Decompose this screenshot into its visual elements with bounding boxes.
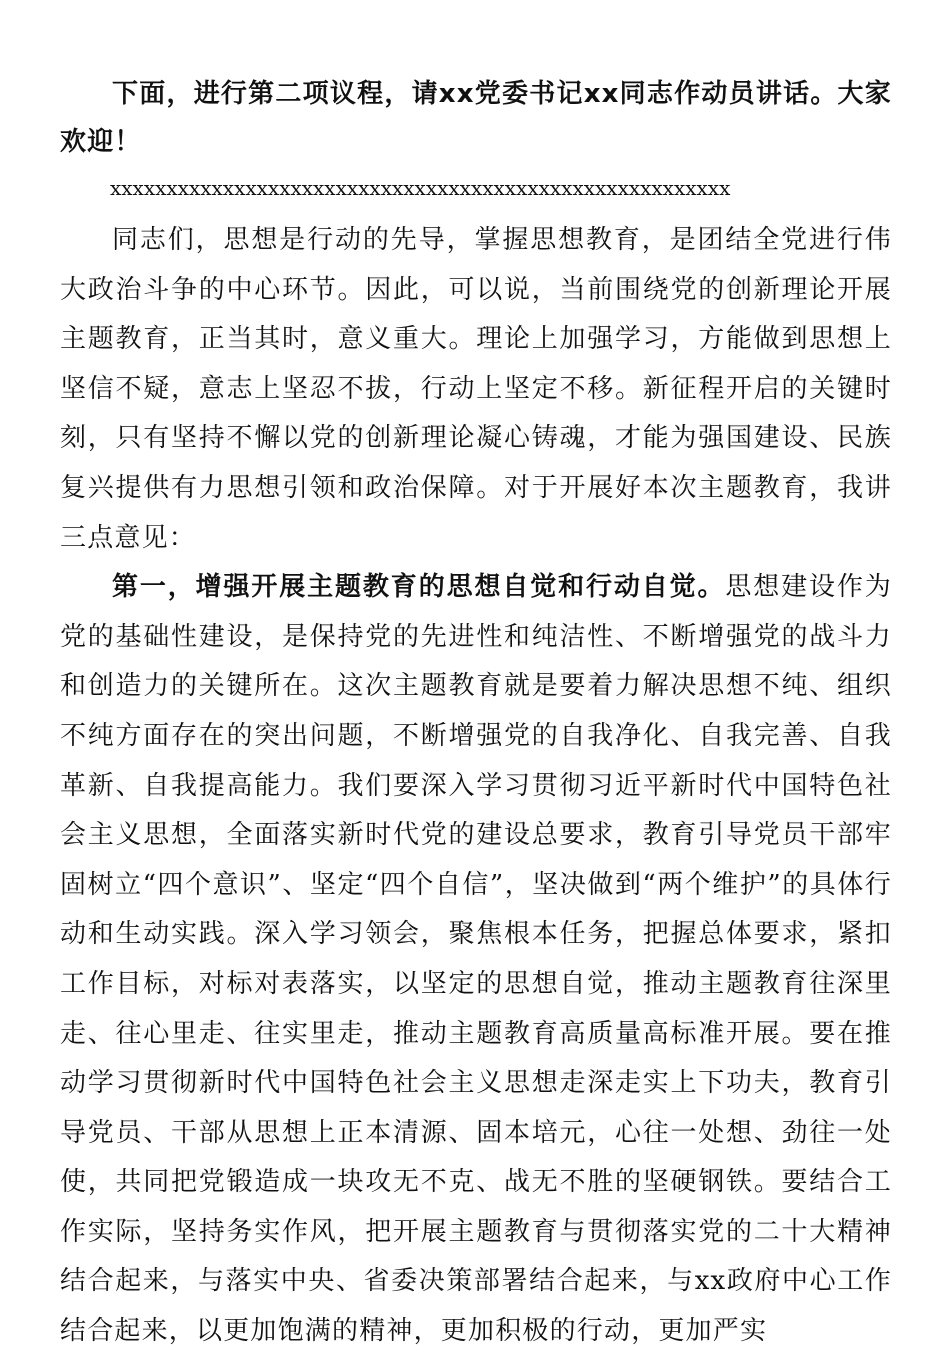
point-one-heading: 第一，增强开展主题教育的思想自觉和行动自觉。: [112, 572, 726, 603]
speech-body: [60, 216, 892, 1357]
opening-paragraph: 同志们，思想是行动的先导，掌握思想教育，是团结全党进行伟大政治斗争的中心环节。因此，可以说，当前围绕党的创新理论开展主题教育，正当其时，意义重大。理论上加强学习，方能做到思想上坚信不疑，意志上坚忍不拔，行动上坚定不移。新征程开启的关键时刻，只有坚持不懈以党的创新理论凝心铸魂，才能为强国建设、民族复兴提供有力思想引领和政治保障。对于开展好本次主题教育，我讲三点意见：: [60, 225, 892, 553]
separator-line: xxxxxxxxxxxxxxxxxxxxxxxxxxxxxxxxxxxxxxxxxxxxxxxxxxxxxxx: [110, 176, 731, 200]
point-one-paragraph: [60, 563, 892, 1357]
intro-paragraph: [60, 70, 892, 166]
intro-text: 下面，进行第二项议程，请xx党委书记xx同志作动员讲话。大家欢迎！: [60, 79, 892, 157]
point-one-body: 思想建设作为党的基础性建设，是保持党的先进性和纯洁性、不断增强党的战斗力和创造力的关键所在。这次主题教育就是要着力解决思想不纯、组织不纯方面存在的突出问题，不断增强党的自我净化、自我完善、自我革新、自我提高能力。我们要深入学习贯彻习近平新时代中国特色社会主义思想，全面落实新时代党的建设总要求，教育引导党员干部牢固树立“四个意识”、坚定“四个自信”，坚决做到“两个维护”的具体行动和生动实践。深入学习领会，聚焦根本任务，把握总体要求，紧扣工作目标，对标对表落实，以坚定的思想自觉，推动主题教育往深里走、往心里走、往实里走，推动主题教育高质量高标准开展。要在推动学习贯彻新时代中国特色社会主义思想走深走实上下功夫，教育引导党员、干部从思想上正本清源、固本培元，心往一处想、劲往一处使，共同把党锻造成一块攻无不克、战无不胜的坚硬钢铁。要结合工作实际，坚持务实作风，把开展主题教育与贯彻落实党的二十大精神结合起来，与落实中央、省委决策部署结合起来，与xx政府中心工作结合起来，以更加饱满的精神，更加积极的行动，更加严实: [60, 572, 892, 1347]
